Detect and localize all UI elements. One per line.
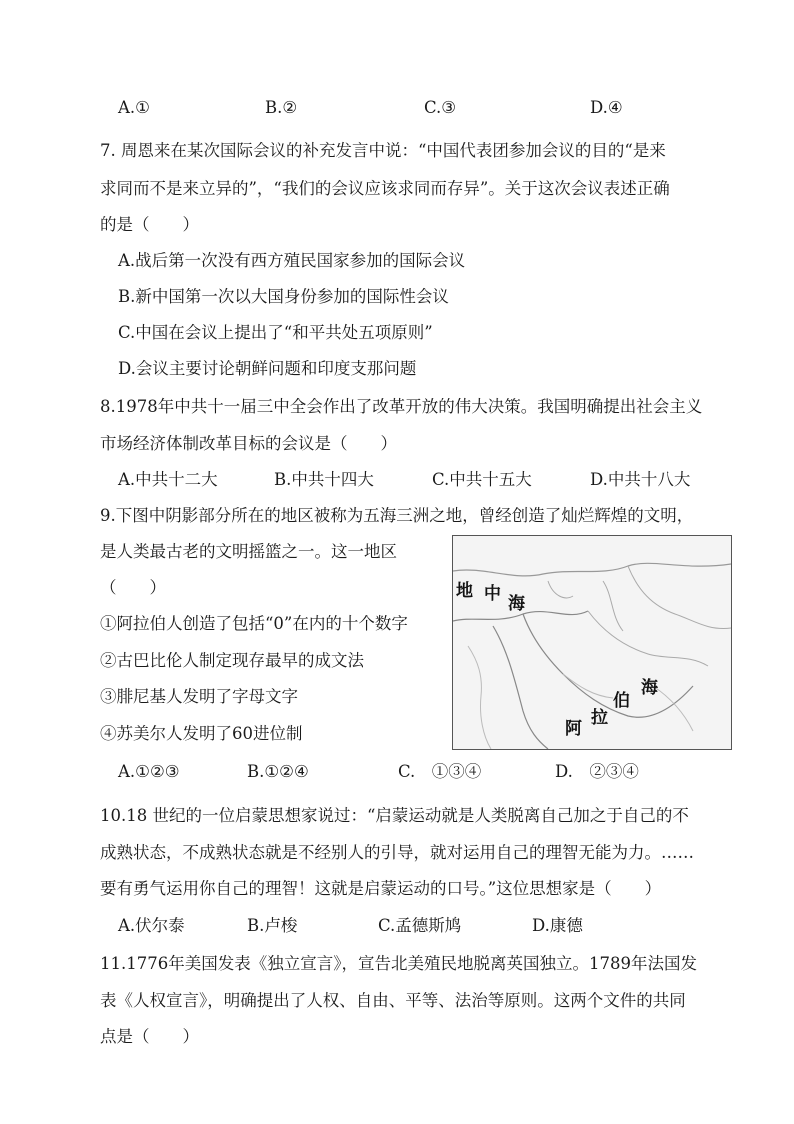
q10-option-c: C.孟德斯鸠 bbox=[378, 916, 462, 935]
map-label-hai-2: 海 bbox=[641, 678, 658, 698]
q6-option-c: C.③ bbox=[424, 98, 457, 117]
q9-item-4: ④苏美尔人发明了60进位制 bbox=[100, 724, 303, 743]
q10-option-b: B.卢梭 bbox=[247, 916, 298, 935]
q9-stem-line-1: 9.下图中阴影部分所在的地区被称为五海三洲之地，曾经创造了灿烂辉煌的文明， bbox=[100, 506, 694, 525]
q11-stem-line-3: 点是（ ） bbox=[100, 1027, 199, 1046]
q10-stem-line-3: 要有勇气运用你自己的理智！这就是启蒙运动的口号。”这位思想家是（ ） bbox=[100, 879, 662, 898]
q8-option-a: A.中共十二大 bbox=[118, 470, 218, 489]
map-label-la: 拉 bbox=[591, 708, 608, 728]
q7-stem-line-3: 的是（ ） bbox=[100, 215, 199, 234]
q9-option-d: D. ②③④ bbox=[555, 762, 639, 781]
q7-option-c: C.中国在会议上提出了“和平共处五项原则” bbox=[118, 323, 433, 342]
q8-option-d: D.中共十八大 bbox=[590, 470, 691, 489]
q9-item-2: ②古巴比伦人制定现存最早的成文法 bbox=[100, 651, 364, 670]
q9-item-3: ③腓尼基人发明了字母文字 bbox=[100, 687, 298, 706]
q8-option-b: B.中共十四大 bbox=[274, 470, 374, 489]
map-label-di: 地 bbox=[456, 581, 473, 601]
q7-option-d: D.会议主要讨论朝鲜问题和印度支那问题 bbox=[118, 359, 417, 378]
q9-option-a: A.①②③ bbox=[118, 762, 180, 781]
q10-option-a: A.伏尔泰 bbox=[118, 916, 185, 935]
q8-stem-line-1: 8.1978年中共十一届三中全会作出了改革开放的伟大决策。我国明确提出社会主义 bbox=[100, 397, 703, 416]
q10-option-d: D.康德 bbox=[532, 916, 583, 935]
q6-option-a: A.① bbox=[118, 98, 150, 117]
q10-stem-line-1: 10.18 世纪的一位启蒙思想家说过：“启蒙运动就是人类脱离自己加之于自己的不 bbox=[100, 806, 689, 825]
q7-stem-line-1: 7. 周恩来在某次国际会议的补充发言中说：“中国代表团参加会议的目的“是来 bbox=[100, 141, 666, 160]
q7-option-a: A.战后第一次没有西方殖民国家参加的国际会议 bbox=[118, 251, 466, 270]
map-label-bo: 伯 bbox=[613, 691, 630, 711]
q9-stem-line-3: （ ） bbox=[100, 578, 166, 597]
q6-option-d: D.④ bbox=[590, 98, 623, 117]
q11-stem-line-1: 11.1776年美国发表《独立宣言》，宣告北美殖民地脱离英国独立。1789年法国发 bbox=[100, 954, 697, 973]
map-label-zhong: 中 bbox=[484, 584, 501, 604]
q7-option-b: B.新中国第一次以大国身份参加的国际性会议 bbox=[118, 287, 449, 306]
q11-stem-line-2: 表《人权宣言》，明确提出了人权、自由、平等、法治等原则。这两个文件的共同 bbox=[100, 991, 686, 1010]
q9-item-1: ①阿拉伯人创造了包括“0”在内的十个数字 bbox=[100, 614, 408, 633]
q8-stem-line-2: 市场经济体制改革目标的会议是（ ） bbox=[100, 434, 397, 453]
q9-map-figure bbox=[452, 535, 732, 750]
q9-option-c: C. ①③④ bbox=[398, 762, 482, 781]
q8-option-c: C.中共十五大 bbox=[432, 470, 532, 489]
map-label-a: 阿 bbox=[565, 719, 582, 739]
q9-option-b: B.①②④ bbox=[247, 762, 309, 781]
q6-option-b: B.② bbox=[265, 98, 298, 117]
q7-stem-line-2: 求同而不是来立异的”，“我们的会议应该求同而存异”。关于这次会议表述正确 bbox=[100, 179, 670, 198]
q10-stem-line-2: 成熟状态，不成熟状态就是不经别人的引导，就对运用自己的理智无能为力。…… bbox=[100, 843, 694, 862]
map-label-hai-1: 海 bbox=[508, 594, 525, 614]
q9-stem-line-2: 是人类最古老的文明摇篮之一。这一地区 bbox=[100, 542, 397, 561]
